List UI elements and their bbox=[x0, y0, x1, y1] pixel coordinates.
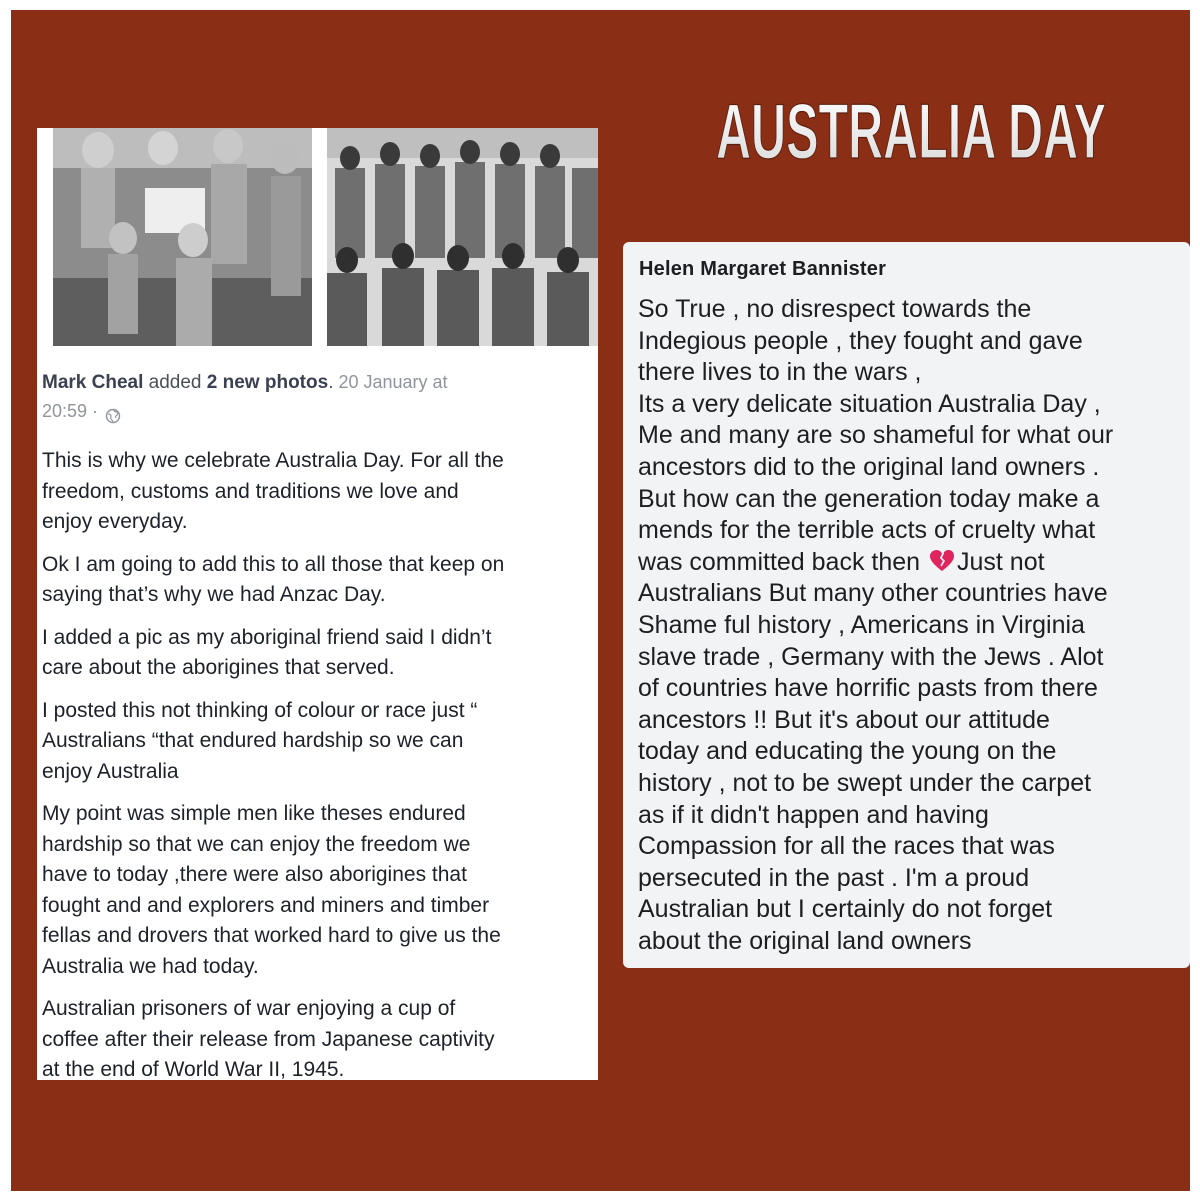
post-date[interactable]: 20 January at bbox=[333, 372, 448, 392]
paragraph-4: I posted this not thinking of colour or race just “ Australians “that endured hardship so we can enjoy Australia bbox=[42, 698, 478, 783]
commenter-name-link[interactable]: Helen Margaret Bannister bbox=[639, 258, 887, 280]
paragraph-5: My point was simple men like theses endured hardship so that we can enjoy the freedom we have to today ,there were also aborigines that fought and and explorers and miners and timber fellas and drovers that worked hard to give us the Australia we had today. bbox=[42, 802, 501, 978]
photo-aboriginal-soldiers[interactable] bbox=[327, 128, 598, 346]
post-body bbox=[42, 446, 598, 1080]
paragraph-6: Australian prisoners of war enjoying a cup of coffee after their release from Japanese captivity at the end of World War II, 1945. bbox=[42, 997, 495, 1080]
maroon-background bbox=[11, 10, 1190, 1191]
title-text: AUSTRALIA DAY bbox=[716, 87, 1106, 175]
comment-text: So True , no disrespect towards the Indegious people , they fought and gave there lives to in the wars , Its a very delicate situation Australia Day , Me and many are so shameful for what our ancestors did to the original land owners . But how can the generation today make a mends for the terrible acts of cruelty what was committed back then Just not Australians But many other countries have Shame ful history , Americans in Virginia slave trade , Germany with the Jews . Alot of countries have horrific pasts from there ancestors !! But it's about our attitude today and educating the young on the history , not to be swept under the carpet as if it didn't happen and having Compassion for all the races that was persecuted in the past . I'm a proud Australian but I certainly do not forget about the original land owners bbox=[638, 295, 1114, 955]
paragraph-1: This is why we celebrate Australia Day. For all the freedom, customs and traditions we love and enjoy everyday. bbox=[42, 449, 504, 533]
photos-link[interactable]: 2 new photos bbox=[206, 372, 329, 393]
author-name-link[interactable]: Mark Cheal bbox=[42, 372, 144, 393]
action-text: added bbox=[143, 372, 207, 393]
paragraph-3: I added a pic as my aboriginal friend said I didn’t care about the aborigines that served. bbox=[42, 625, 492, 679]
comment-bubble bbox=[623, 242, 1190, 968]
post-time[interactable]: 20:59 · bbox=[42, 401, 104, 421]
paragraph-2: Ok I am going to add this to all those that keep on saying that’s why we had Anzac Day. bbox=[42, 552, 505, 606]
action-suffix: . bbox=[328, 372, 334, 393]
broken-heart-icon bbox=[929, 549, 955, 573]
photo-prisoners-of-war[interactable] bbox=[53, 128, 312, 346]
globe-icon bbox=[105, 404, 121, 420]
australia-day-title bbox=[701, 80, 1121, 180]
post-header bbox=[42, 368, 592, 426]
facebook-post bbox=[37, 128, 598, 1080]
